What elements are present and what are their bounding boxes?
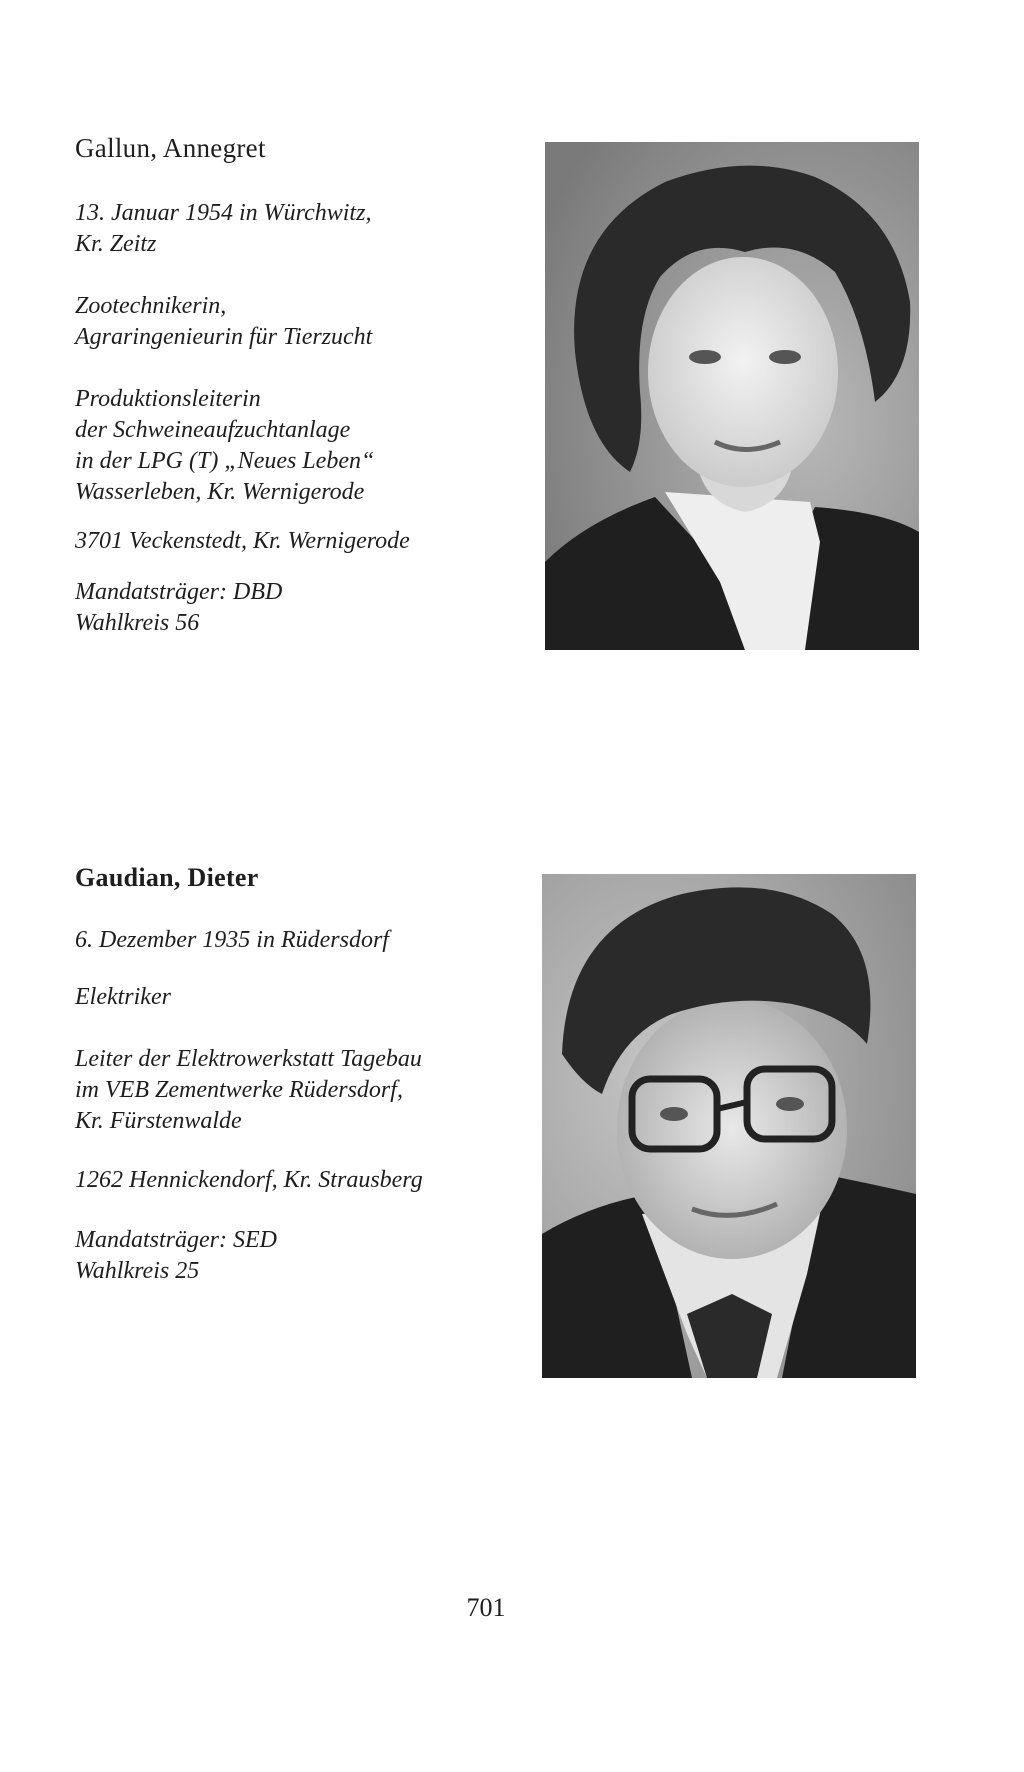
mandate-line: Mandatsträger: DBD bbox=[75, 579, 283, 606]
birth-line: 6. Dezember 1935 in Rüdersdorf bbox=[75, 927, 389, 954]
address-line: 3701 Veckenstedt, Kr. Wernigerode bbox=[75, 528, 410, 555]
portrait-image bbox=[542, 874, 916, 1378]
work-line: Wasserleben, Kr. Wernigerode bbox=[75, 479, 365, 506]
portrait-photo-gallun bbox=[545, 142, 919, 650]
person-name: Gaudian, Dieter bbox=[75, 863, 259, 892]
work-line: der Schweineaufzuchtanlage bbox=[75, 417, 351, 444]
portrait-photo-gaudian bbox=[542, 874, 916, 1378]
work-line: in der LPG (T) „Neues Leben“ bbox=[75, 448, 375, 475]
entry-gallun bbox=[75, 132, 515, 639]
entry-gaudian bbox=[75, 862, 515, 1287]
education-info bbox=[75, 982, 515, 1013]
address-line: 1262 Hennickendorf, Kr. Strausberg bbox=[75, 1167, 423, 1194]
work-line: Produktionsleiterin bbox=[75, 386, 261, 413]
address-info bbox=[75, 1165, 515, 1196]
work-line: im VEB Zementwerke Rüdersdorf, bbox=[75, 1077, 403, 1104]
work-line: Leiter der Elektrowerkstatt Tagebau bbox=[75, 1046, 422, 1073]
education-line: Zootechnikerin, bbox=[75, 293, 227, 320]
birth-info bbox=[75, 198, 515, 260]
work-line: Kr. Fürstenwalde bbox=[75, 1108, 242, 1135]
birth-info bbox=[75, 925, 515, 956]
education-info bbox=[75, 291, 515, 353]
person-name: Gallun, Annegret bbox=[75, 133, 266, 163]
work-info bbox=[75, 384, 515, 508]
birth-line: Kr. Zeitz bbox=[75, 231, 157, 258]
mandate-info bbox=[75, 577, 515, 639]
work-info bbox=[75, 1044, 515, 1137]
mandate-line: Wahlkreis 56 bbox=[75, 610, 200, 637]
page-number: 701 bbox=[466, 1593, 506, 1622]
birth-line: 13. Januar 1954 in Würchwitz, bbox=[75, 200, 372, 227]
mandate-line: Mandatsträger: SED bbox=[75, 1227, 277, 1254]
mandate-info bbox=[75, 1225, 515, 1287]
portrait-image bbox=[545, 142, 919, 650]
education-line: Agraringenieurin für Tierzucht bbox=[75, 324, 373, 351]
mandate-line: Wahlkreis 25 bbox=[75, 1258, 200, 1285]
address-info bbox=[75, 526, 515, 557]
education-line: Elektriker bbox=[75, 984, 171, 1011]
